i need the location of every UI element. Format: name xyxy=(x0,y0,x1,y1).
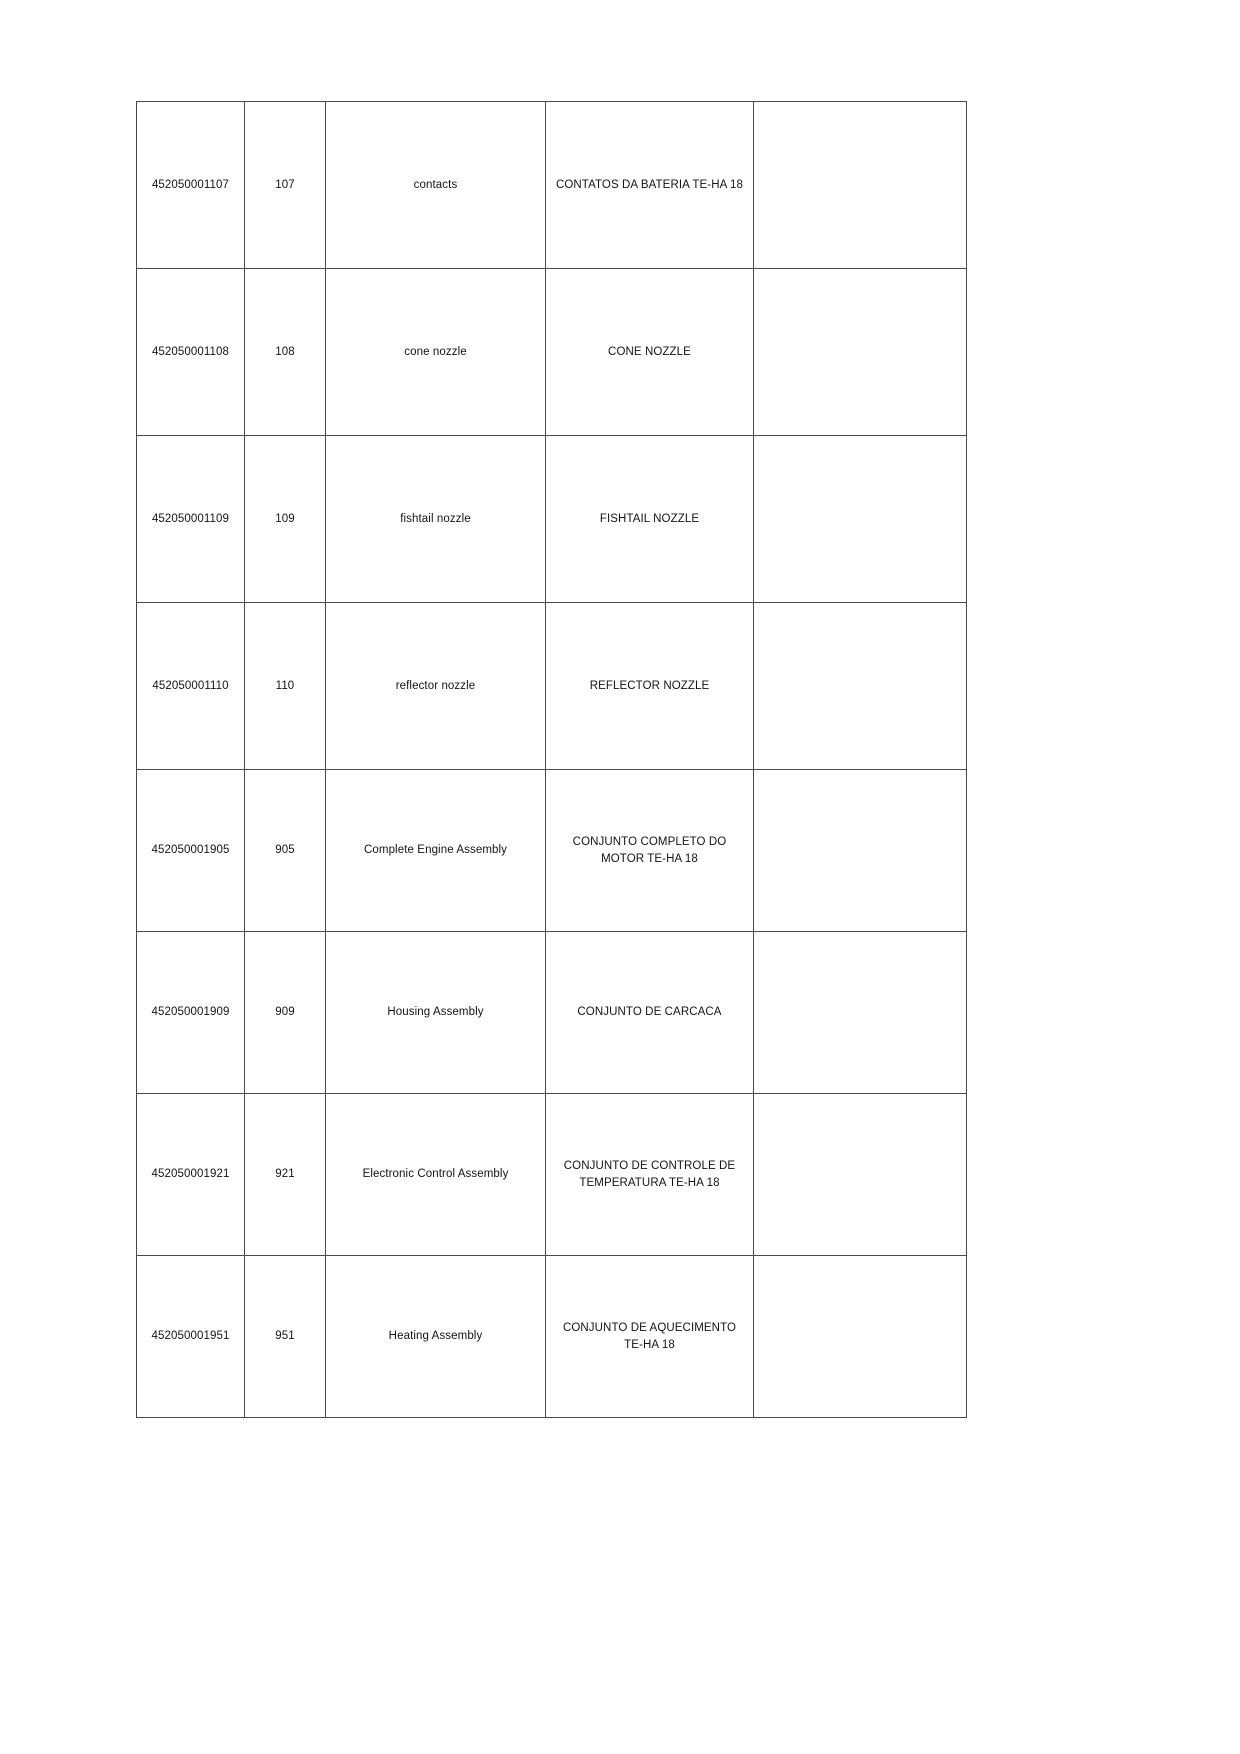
part-sku: 452050001909 xyxy=(151,1006,230,1019)
cell-sku xyxy=(137,770,245,932)
cell-description-pt xyxy=(546,770,754,932)
cell-code xyxy=(245,102,326,269)
part-sku: 452050001921 xyxy=(151,1168,230,1181)
cell-description-pt xyxy=(546,436,754,603)
cell-sku xyxy=(137,603,245,770)
part-name-en: Housing Assembly xyxy=(387,1006,484,1019)
cell-code xyxy=(245,1256,326,1418)
cell-description-pt xyxy=(546,603,754,770)
cell-code xyxy=(245,1094,326,1256)
part-description-pt: CONE NOZZLE xyxy=(608,345,691,358)
table-row xyxy=(137,436,967,603)
cell-name-en xyxy=(326,770,546,932)
part-name-en: fishtail nozzle xyxy=(400,512,471,525)
cell-description-pt xyxy=(546,1094,754,1256)
parts-catalog-table xyxy=(136,101,967,1418)
cell-code xyxy=(245,932,326,1094)
part-description-pt: CONJUNTO DE AQUECIMENTO TE-HA 18 xyxy=(562,1321,737,1351)
table-row xyxy=(137,603,967,770)
cell-photo xyxy=(754,1256,967,1418)
cell-sku xyxy=(137,436,245,603)
part-name-en: Electronic Control Assembly xyxy=(362,1168,509,1181)
cell-photo xyxy=(754,770,967,932)
cell-photo xyxy=(754,269,967,436)
cell-code xyxy=(245,603,326,770)
cell-photo xyxy=(754,932,967,1094)
part-name-en: contacts xyxy=(413,178,458,191)
table-row xyxy=(137,1094,967,1256)
part-description-pt: REFLECTOR NOZZLE xyxy=(589,679,710,692)
cell-name-en xyxy=(326,436,546,603)
part-code: 951 xyxy=(275,1330,295,1343)
cell-name-en xyxy=(326,102,546,269)
cell-sku xyxy=(137,932,245,1094)
part-sku: 452050001905 xyxy=(151,844,230,857)
part-name-en: cone nozzle xyxy=(404,345,467,358)
cell-sku xyxy=(137,1256,245,1418)
cell-photo xyxy=(754,1094,967,1256)
cell-description-pt xyxy=(546,1256,754,1418)
cell-photo xyxy=(754,102,967,269)
cell-sku xyxy=(137,269,245,436)
part-sku: 452050001107 xyxy=(151,178,230,191)
table-row xyxy=(137,1256,967,1418)
part-sku: 452050001109 xyxy=(151,512,230,525)
part-sku: 452050001951 xyxy=(151,1330,230,1343)
part-description-pt: CONJUNTO DE CONTROLE DE TEMPERATURA TE-HA 18 xyxy=(563,1159,736,1189)
table-row xyxy=(137,102,967,269)
cell-name-en xyxy=(326,1094,546,1256)
cell-code xyxy=(245,436,326,603)
part-code: 108 xyxy=(275,345,295,358)
part-sku: 452050001110 xyxy=(152,679,229,692)
cell-photo xyxy=(754,603,967,770)
part-code: 905 xyxy=(275,844,295,857)
table-row xyxy=(137,770,967,932)
part-name-en: Complete Engine Assembly xyxy=(363,844,508,857)
cell-name-en xyxy=(326,932,546,1094)
part-description-pt: FISHTAIL NOZZLE xyxy=(599,512,700,525)
cell-description-pt xyxy=(546,269,754,436)
cell-sku xyxy=(137,102,245,269)
cell-name-en xyxy=(326,1256,546,1418)
parts-table-body xyxy=(137,102,967,1418)
cell-sku xyxy=(137,1094,245,1256)
part-sku: 452050001108 xyxy=(151,345,230,358)
cell-name-en xyxy=(326,269,546,436)
part-name-en: Heating Assembly xyxy=(388,1330,483,1343)
part-code: 107 xyxy=(275,178,295,191)
part-name-en: reflector nozzle xyxy=(395,679,476,692)
table-row xyxy=(137,932,967,1094)
cell-description-pt xyxy=(546,102,754,269)
part-description-pt: CONJUNTO DE CARCACA xyxy=(577,1006,722,1019)
part-code: 921 xyxy=(275,1168,295,1181)
cell-code xyxy=(245,770,326,932)
part-code: 109 xyxy=(275,512,295,525)
table-row xyxy=(137,269,967,436)
part-description-pt: CONTATOS DA BATERIA TE-HA 18 xyxy=(555,178,744,191)
cell-name-en xyxy=(326,603,546,770)
part-description-pt: CONJUNTO COMPLETO DO MOTOR TE-HA 18 xyxy=(572,835,727,865)
part-code: 909 xyxy=(275,1006,295,1019)
cell-photo xyxy=(754,436,967,603)
part-code: 110 xyxy=(275,679,295,692)
cell-description-pt xyxy=(546,932,754,1094)
cell-code xyxy=(245,269,326,436)
